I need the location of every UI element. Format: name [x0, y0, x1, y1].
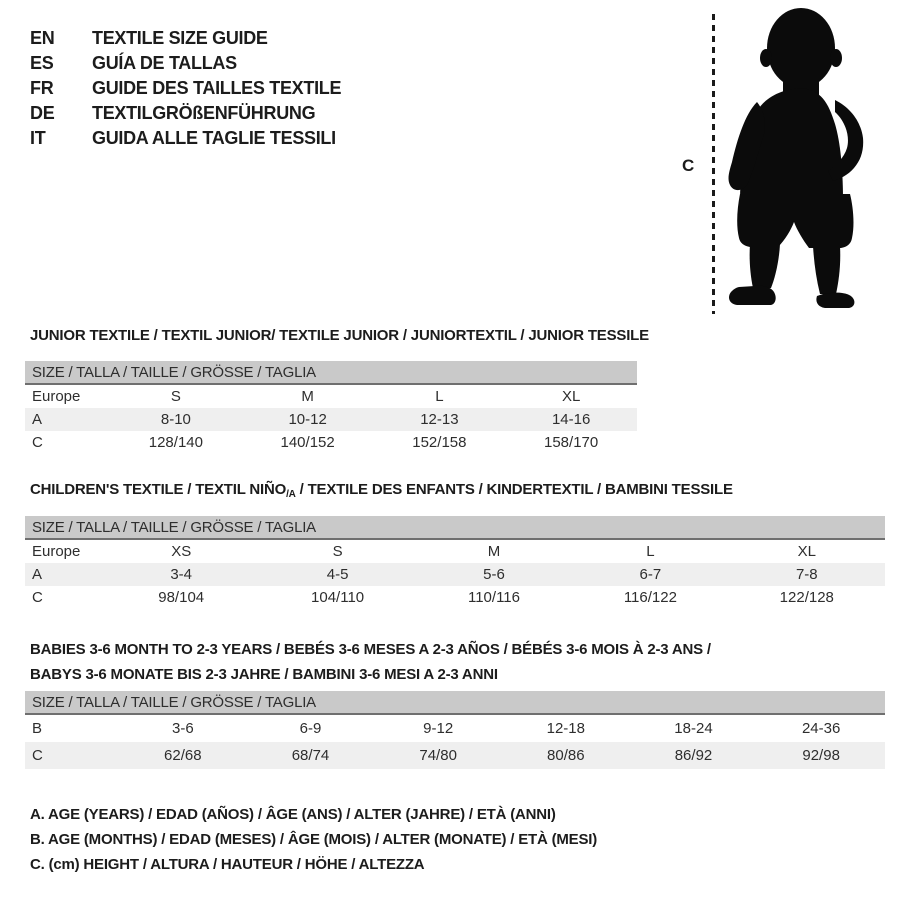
- junior-height-l: 152/158: [412, 434, 467, 451]
- children-age-xs: 3-4: [170, 566, 193, 583]
- junior-age-s: 8-10: [160, 411, 191, 428]
- babies-months-3: 9-12: [423, 720, 454, 737]
- language-list: [30, 26, 341, 151]
- junior-size-l: L: [435, 388, 444, 405]
- children-size-l: L: [646, 543, 655, 560]
- height-c-label: C: [682, 156, 695, 175]
- babies-size-table: [25, 691, 885, 769]
- babies-height-3: 74/80: [419, 747, 457, 764]
- table-row: [25, 586, 885, 609]
- junior-height-row-label: C: [32, 434, 43, 451]
- junior-section-title: JUNIOR TEXTILE / TEXTIL JUNIOR/ TEXTILE JUNIOR / JUNIORTEXTIL / JUNIOR TESSILE: [30, 327, 649, 344]
- children-age-s: 4-5: [326, 566, 349, 583]
- junior-age-xl: 14-16: [551, 411, 591, 428]
- lang-row-es: [30, 51, 341, 76]
- baby-height-figure: [670, 0, 895, 330]
- junior-height-s: 128/140: [148, 434, 203, 451]
- babies-months-6: 24-36: [801, 720, 841, 737]
- junior-age-l: 12-13: [420, 411, 459, 428]
- lang-label-en: TEXTILE SIZE GUIDE: [92, 28, 268, 48]
- table-row: [25, 742, 885, 769]
- lang-row-en: [30, 26, 341, 51]
- children-size-xs: XS: [171, 543, 192, 560]
- children-europe-label: Europe: [32, 543, 81, 560]
- table-row: [25, 540, 885, 563]
- table-row: [25, 563, 885, 586]
- children-height-xl: 122/128: [779, 589, 834, 606]
- baby-silhouette-icon: [723, 4, 888, 316]
- junior-age-row-label: A: [32, 411, 43, 428]
- legend-line-a: A. AGE (YEARS) / EDAD (AÑOS) / ÂGE (ANS) / ALTER (JAHRE) / ETÀ (ANNI): [30, 806, 556, 823]
- lang-code-it: IT: [30, 128, 46, 148]
- children-age-l: 6-7: [639, 566, 662, 583]
- junior-age-m: 10-12: [288, 411, 327, 428]
- height-dotted-line: [712, 14, 715, 314]
- lang-label-es: GUÍA DE TALLAS: [92, 53, 237, 73]
- children-height-l: 116/122: [623, 589, 677, 606]
- children-age-xl: 7-8: [795, 566, 818, 583]
- junior-size-m: M: [301, 388, 314, 405]
- babies-height-5: 86/92: [674, 747, 713, 764]
- junior-size-header: SIZE / TALLA / TAILLE / GRÖSSE / TAGLIA: [25, 361, 637, 385]
- babies-height-6: 92/98: [802, 747, 840, 764]
- babies-section-title: [30, 637, 711, 687]
- lang-label-de: TEXTILGRÖßENFÜHRUNG: [92, 103, 316, 123]
- lang-row-it: [30, 126, 341, 151]
- babies-months-row-label: B: [32, 720, 43, 737]
- children-size-xl: XL: [797, 543, 816, 560]
- table-row: [25, 715, 885, 742]
- lang-row-de: [30, 101, 341, 126]
- babies-months-4: 12-18: [546, 720, 585, 737]
- junior-height-m: 140/152: [280, 434, 335, 451]
- junior-size-xl: XL: [561, 388, 581, 405]
- children-size-table: [25, 516, 885, 609]
- lang-code-fr: FR: [30, 78, 54, 98]
- children-size-s: S: [332, 543, 343, 560]
- babies-height-1: 62/68: [164, 747, 202, 764]
- children-size-m: M: [487, 543, 501, 560]
- children-height-m: 110/116: [467, 589, 520, 606]
- junior-size-table: [25, 361, 637, 454]
- legend-line-b: B. AGE (MONTHS) / EDAD (MESES) / ÂGE (MOIS) / ALTER (MONATE) / ETÀ (MESI): [30, 831, 598, 848]
- lang-code-es: ES: [30, 53, 54, 73]
- table-row: [25, 385, 637, 408]
- children-height-xs: 98/104: [158, 589, 205, 606]
- lang-label-fr: GUIDE DES TAILLES TEXTILE: [92, 78, 342, 98]
- junior-europe-label: Europe: [32, 388, 81, 405]
- table-row: [25, 431, 637, 454]
- junior-height-xl: 158/170: [544, 434, 599, 451]
- lang-code-en: EN: [30, 28, 55, 48]
- lang-label-it: GUIDA ALLE TAGLIE TESSILI: [92, 128, 336, 148]
- babies-title-line2: BABYS 3-6 MONATE BIS 2-3 JAHRE / BAMBINI 3-6 MESI A 2-3 ANNI: [30, 666, 498, 683]
- babies-height-row-label: C: [32, 747, 43, 764]
- children-title-part2: / TEXTILE DES ENFANTS / KINDERTEXTIL / BAMBINI TESSILE: [295, 481, 733, 498]
- lang-row-fr: [30, 76, 341, 101]
- babies-height-4: 80/86: [547, 747, 585, 764]
- babies-months-2: 6-9: [299, 720, 322, 737]
- children-title-sub: /A: [286, 489, 296, 500]
- junior-size-s: S: [170, 388, 181, 405]
- children-section-title: [30, 481, 733, 500]
- children-age-row-label: A: [32, 566, 43, 583]
- children-height-s: 104/110: [311, 589, 365, 606]
- children-height-row-label: C: [32, 589, 43, 606]
- babies-height-2: 68/74: [291, 747, 330, 764]
- babies-months-5: 18-24: [674, 720, 713, 737]
- children-title-part1: CHILDREN'S TEXTILE / TEXTIL NIÑO: [30, 481, 287, 498]
- babies-size-header: SIZE / TALLA / TAILLE / GRÖSSE / TAGLIA: [25, 691, 885, 715]
- children-size-header: SIZE / TALLA / TAILLE / GRÖSSE / TAGLIA: [25, 516, 885, 540]
- table-row: [25, 408, 637, 431]
- babies-title-line1: BABIES 3-6 MONTH TO 2-3 YEARS / BEBÉS 3-6 MESES A 2-3 AÑOS / BÉBÉS 3-6 MOIS À 2-3 ANS /: [30, 641, 711, 658]
- legend: [30, 802, 597, 877]
- lang-code-de: DE: [30, 103, 55, 123]
- children-age-m: 5-6: [483, 566, 505, 583]
- babies-months-1: 3-6: [171, 720, 194, 737]
- legend-line-c: C. (cm) HEIGHT / ALTURA / HAUTEUR / HÖHE / ALTEZZA: [30, 856, 425, 873]
